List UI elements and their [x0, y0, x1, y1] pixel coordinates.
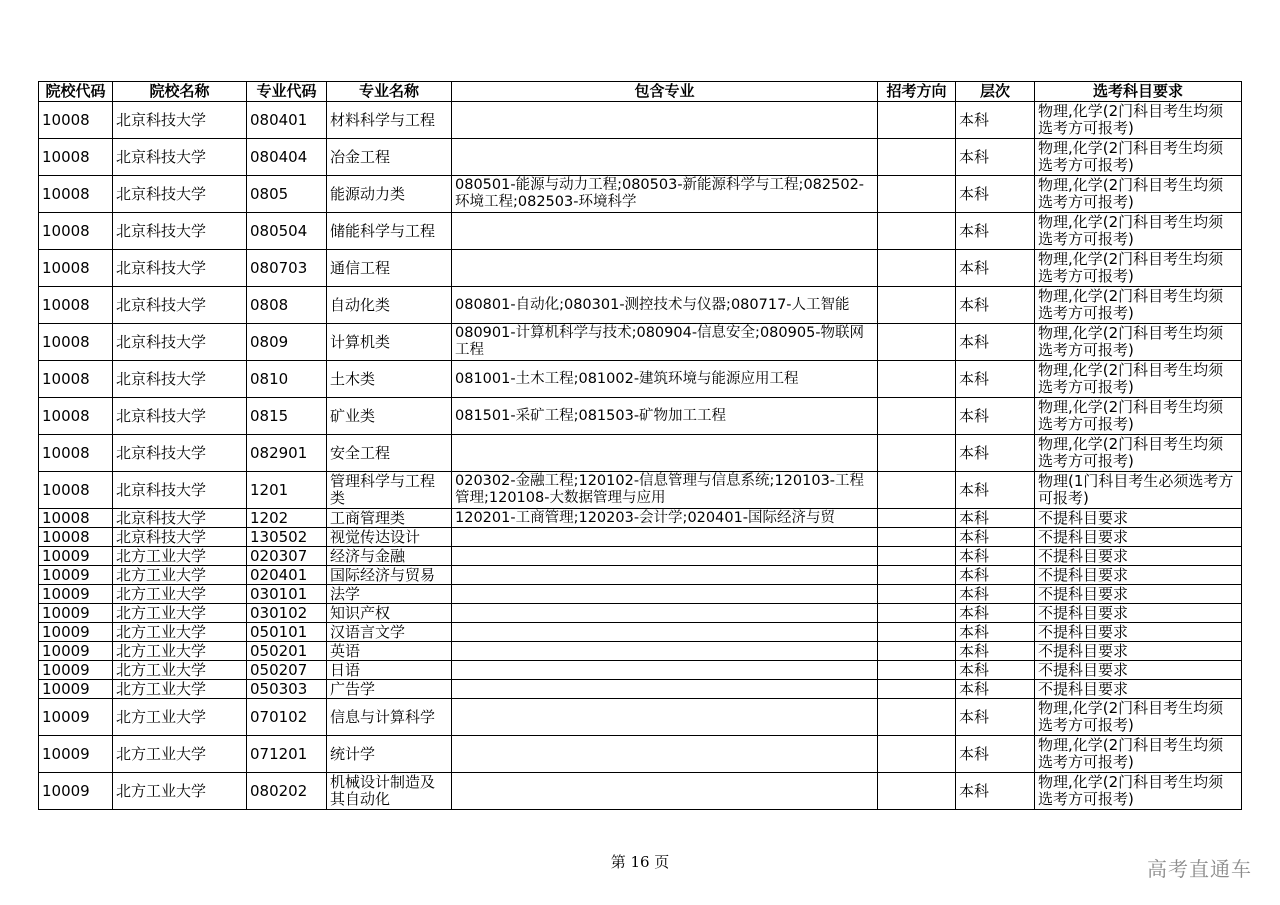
cell-major-name: 机械设计制造及其自动化: [327, 773, 452, 810]
cell-school-code: 10009: [39, 604, 113, 623]
page-number: 第 16 页: [610, 853, 670, 871]
header-school-code: 院校代码: [39, 82, 113, 102]
cell-direction: [878, 661, 956, 680]
cell-major-code: 030101: [247, 585, 327, 604]
cell-school-name: 北京科技大学: [113, 102, 247, 139]
cell-major-name: 工商管理类: [327, 509, 452, 528]
cell-subject-requirement: 物理,化学(2门科目考生均须选考方可报考): [1035, 139, 1242, 176]
cell-included-majors: [452, 547, 878, 566]
cell-school-name: 北京科技大学: [113, 287, 247, 324]
cell-level: 本科: [956, 528, 1035, 547]
cell-included-majors: [452, 250, 878, 287]
cell-direction: [878, 250, 956, 287]
cell-direction: [878, 566, 956, 585]
cell-major-code: 082901: [247, 435, 327, 472]
table-row: [39, 435, 1242, 472]
cell-direction: [878, 585, 956, 604]
cell-major-code: 0805: [247, 176, 327, 213]
cell-subject-requirement: 物理,化学(2门科目考生均须选考方可报考): [1035, 773, 1242, 810]
cell-included-majors: 080801-自动化;080301-测控技术与仪器;080717-人工智能: [452, 287, 878, 324]
cell-school-name: 北京科技大学: [113, 528, 247, 547]
cell-major-name: 自动化类: [327, 287, 452, 324]
cell-major-name: 国际经济与贸易: [327, 566, 452, 585]
cell-included-majors: [452, 773, 878, 810]
header-major-code: 专业代码: [247, 82, 327, 102]
cell-subject-requirement: 物理,化学(2门科目考生均须选考方可报考): [1035, 398, 1242, 435]
cell-major-name: 通信工程: [327, 250, 452, 287]
cell-included-majors: 081001-土木工程;081002-建筑环境与能源应用工程: [452, 361, 878, 398]
table-row: [39, 566, 1242, 585]
cell-school-name: 北京科技大学: [113, 509, 247, 528]
cell-included-majors: [452, 699, 878, 736]
cell-direction: [878, 139, 956, 176]
table-row: [39, 661, 1242, 680]
cell-direction: [878, 528, 956, 547]
cell-major-code: 071201: [247, 736, 327, 773]
cell-school-code: 10009: [39, 623, 113, 642]
cell-major-name: 安全工程: [327, 435, 452, 472]
cell-school-code: 10008: [39, 139, 113, 176]
table-row: [39, 176, 1242, 213]
cell-subject-requirement: 不提科目要求: [1035, 604, 1242, 623]
cell-direction: [878, 176, 956, 213]
cell-major-code: 0810: [247, 361, 327, 398]
cell-school-name: 北方工业大学: [113, 642, 247, 661]
table-row: [39, 472, 1242, 509]
cell-direction: [878, 361, 956, 398]
cell-subject-requirement: 不提科目要求: [1035, 566, 1242, 585]
cell-major-code: 080202: [247, 773, 327, 810]
cell-school-code: 10009: [39, 566, 113, 585]
cell-direction: [878, 604, 956, 623]
cell-major-name: 知识产权: [327, 604, 452, 623]
cell-direction: [878, 509, 956, 528]
cell-school-name: 北方工业大学: [113, 604, 247, 623]
cell-included-majors: 081501-采矿工程;081503-矿物加工工程: [452, 398, 878, 435]
cell-direction: [878, 547, 956, 566]
cell-direction: [878, 680, 956, 699]
cell-school-name: 北京科技大学: [113, 250, 247, 287]
cell-major-code: 130502: [247, 528, 327, 547]
cell-school-code: 10009: [39, 585, 113, 604]
cell-school-name: 北方工业大学: [113, 736, 247, 773]
cell-subject-requirement: 不提科目要求: [1035, 661, 1242, 680]
cell-level: 本科: [956, 398, 1035, 435]
cell-included-majors: [452, 604, 878, 623]
cell-included-majors: 020302-金融工程;120102-信息管理与信息系统;120103-工程管理;120108-大数据管理与应用: [452, 472, 878, 509]
cell-major-code: 080703: [247, 250, 327, 287]
cell-school-code: 10008: [39, 213, 113, 250]
cell-school-code: 10008: [39, 176, 113, 213]
cell-school-code: 10009: [39, 680, 113, 699]
header-direction: 招考方向: [878, 82, 956, 102]
cell-school-code: 10008: [39, 472, 113, 509]
table-row: [39, 604, 1242, 623]
cell-subject-requirement: 不提科目要求: [1035, 680, 1242, 699]
table-row: [39, 287, 1242, 324]
cell-level: 本科: [956, 699, 1035, 736]
cell-school-code: 10009: [39, 736, 113, 773]
cell-major-code: 020307: [247, 547, 327, 566]
cell-direction: [878, 472, 956, 509]
table-row: [39, 324, 1242, 361]
cell-major-name: 汉语言文学: [327, 623, 452, 642]
cell-level: 本科: [956, 287, 1035, 324]
cell-subject-requirement: 不提科目要求: [1035, 585, 1242, 604]
table-row: [39, 680, 1242, 699]
table-header-row: [39, 82, 1242, 102]
cell-major-code: 1202: [247, 509, 327, 528]
cell-included-majors: [452, 736, 878, 773]
cell-major-code: 0808: [247, 287, 327, 324]
cell-school-name: 北方工业大学: [113, 680, 247, 699]
cell-subject-requirement: 不提科目要求: [1035, 642, 1242, 661]
cell-major-code: 050101: [247, 623, 327, 642]
cell-direction: [878, 324, 956, 361]
table-row: [39, 398, 1242, 435]
cell-level: 本科: [956, 435, 1035, 472]
cell-level: 本科: [956, 176, 1035, 213]
cell-direction: [878, 699, 956, 736]
cell-school-name: 北方工业大学: [113, 566, 247, 585]
cell-major-code: 050303: [247, 680, 327, 699]
cell-direction: [878, 773, 956, 810]
cell-included-majors: [452, 661, 878, 680]
cell-included-majors: 080501-能源与动力工程;080503-新能源科学与工程;082502-环境工程;082503-环境科学: [452, 176, 878, 213]
cell-subject-requirement: 不提科目要求: [1035, 547, 1242, 566]
header-included-majors: 包含专业: [452, 82, 878, 102]
cell-major-code: 070102: [247, 699, 327, 736]
cell-level: 本科: [956, 642, 1035, 661]
cell-school-name: 北京科技大学: [113, 139, 247, 176]
header-level: 层次: [956, 82, 1035, 102]
cell-school-code: 10008: [39, 361, 113, 398]
cell-major-code: 0815: [247, 398, 327, 435]
table-row: [39, 139, 1242, 176]
cell-school-name: 北方工业大学: [113, 773, 247, 810]
cell-included-majors: [452, 566, 878, 585]
cell-school-name: 北京科技大学: [113, 176, 247, 213]
cell-included-majors: [452, 213, 878, 250]
cell-included-majors: [452, 623, 878, 642]
cell-subject-requirement: 物理,化学(2门科目考生均须选考方可报考): [1035, 435, 1242, 472]
watermark-text: 高考直通车: [1147, 857, 1252, 881]
cell-level: 本科: [956, 566, 1035, 585]
cell-level: 本科: [956, 585, 1035, 604]
cell-subject-requirement: 物理,化学(2门科目考生均须选考方可报考): [1035, 324, 1242, 361]
cell-school-code: 10008: [39, 398, 113, 435]
cell-level: 本科: [956, 736, 1035, 773]
cell-school-code: 10009: [39, 773, 113, 810]
cell-school-name: 北方工业大学: [113, 547, 247, 566]
cell-major-name: 视觉传达设计: [327, 528, 452, 547]
cell-major-name: 冶金工程: [327, 139, 452, 176]
cell-subject-requirement: 物理,化学(2门科目考生均须选考方可报考): [1035, 176, 1242, 213]
cell-school-name: 北京科技大学: [113, 398, 247, 435]
cell-major-code: 020401: [247, 566, 327, 585]
cell-subject-requirement: 物理,化学(2门科目考生均须选考方可报考): [1035, 287, 1242, 324]
cell-school-code: 10008: [39, 509, 113, 528]
cell-included-majors: [452, 585, 878, 604]
cell-school-code: 10008: [39, 287, 113, 324]
table-row: [39, 585, 1242, 604]
cell-school-code: 10009: [39, 661, 113, 680]
cell-level: 本科: [956, 213, 1035, 250]
cell-major-name: 管理科学与工程类: [327, 472, 452, 509]
cell-included-majors: 080901-计算机科学与技术;080904-信息安全;080905-物联网工程: [452, 324, 878, 361]
cell-level: 本科: [956, 102, 1035, 139]
table-row: [39, 528, 1242, 547]
cell-major-name: 计算机类: [327, 324, 452, 361]
cell-major-name: 广告学: [327, 680, 452, 699]
cell-subject-requirement: 物理,化学(2门科目考生均须选考方可报考): [1035, 250, 1242, 287]
cell-major-name: 日语: [327, 661, 452, 680]
cell-level: 本科: [956, 680, 1035, 699]
cell-level: 本科: [956, 773, 1035, 810]
table-row: [39, 361, 1242, 398]
header-major-name: 专业名称: [327, 82, 452, 102]
table-row: [39, 623, 1242, 642]
cell-included-majors: 120201-工商管理;120203-会计学;020401-国际经济与贸: [452, 509, 878, 528]
cell-school-name: 北京科技大学: [113, 472, 247, 509]
cell-major-code: 050207: [247, 661, 327, 680]
cell-major-code: 1201: [247, 472, 327, 509]
cell-direction: [878, 642, 956, 661]
cell-major-code: 080401: [247, 102, 327, 139]
table-row: [39, 250, 1242, 287]
table-row: [39, 547, 1242, 566]
admission-table: [38, 81, 1242, 810]
table-row: [39, 642, 1242, 661]
table-row: [39, 102, 1242, 139]
cell-level: 本科: [956, 324, 1035, 361]
cell-school-name: 北方工业大学: [113, 699, 247, 736]
cell-subject-requirement: 物理,化学(2门科目考生均须选考方可报考): [1035, 102, 1242, 139]
cell-major-name: 信息与计算科学: [327, 699, 452, 736]
header-school-name: 院校名称: [113, 82, 247, 102]
cell-level: 本科: [956, 604, 1035, 623]
cell-direction: [878, 398, 956, 435]
cell-major-name: 英语: [327, 642, 452, 661]
cell-major-code: 0809: [247, 324, 327, 361]
cell-subject-requirement: 物理,化学(2门科目考生均须选考方可报考): [1035, 699, 1242, 736]
cell-major-name: 能源动力类: [327, 176, 452, 213]
cell-included-majors: [452, 642, 878, 661]
cell-school-name: 北方工业大学: [113, 623, 247, 642]
cell-major-name: 经济与金融: [327, 547, 452, 566]
table-row: [39, 213, 1242, 250]
cell-major-name: 材料科学与工程: [327, 102, 452, 139]
cell-level: 本科: [956, 661, 1035, 680]
cell-level: 本科: [956, 509, 1035, 528]
cell-major-name: 土木类: [327, 361, 452, 398]
cell-major-code: 050201: [247, 642, 327, 661]
cell-subject-requirement: 物理,化学(2门科目考生均须选考方可报考): [1035, 736, 1242, 773]
cell-direction: [878, 102, 956, 139]
cell-level: 本科: [956, 623, 1035, 642]
table-body: [39, 102, 1242, 810]
table-row: [39, 736, 1242, 773]
cell-school-name: 北方工业大学: [113, 661, 247, 680]
cell-direction: [878, 435, 956, 472]
cell-school-name: 北京科技大学: [113, 324, 247, 361]
header-subject-requirement: 选考科目要求: [1035, 82, 1242, 102]
cell-included-majors: [452, 139, 878, 176]
cell-subject-requirement: 不提科目要求: [1035, 509, 1242, 528]
cell-level: 本科: [956, 472, 1035, 509]
cell-major-name: 法学: [327, 585, 452, 604]
cell-included-majors: [452, 435, 878, 472]
cell-subject-requirement: 物理,化学(2门科目考生均须选考方可报考): [1035, 213, 1242, 250]
cell-level: 本科: [956, 139, 1035, 176]
cell-direction: [878, 213, 956, 250]
cell-subject-requirement: 物理(1门科目考生必须选考方可报考): [1035, 472, 1242, 509]
table-row: [39, 509, 1242, 528]
cell-major-name: 矿业类: [327, 398, 452, 435]
cell-school-code: 10008: [39, 435, 113, 472]
cell-level: 本科: [956, 547, 1035, 566]
cell-included-majors: [452, 528, 878, 547]
cell-included-majors: [452, 102, 878, 139]
table-row: [39, 699, 1242, 736]
cell-subject-requirement: 不提科目要求: [1035, 623, 1242, 642]
cell-major-code: 030102: [247, 604, 327, 623]
cell-major-name: 统计学: [327, 736, 452, 773]
cell-major-code: 080404: [247, 139, 327, 176]
cell-school-code: 10009: [39, 699, 113, 736]
cell-school-code: 10008: [39, 528, 113, 547]
cell-major-code: 080504: [247, 213, 327, 250]
cell-school-name: 北京科技大学: [113, 213, 247, 250]
cell-direction: [878, 287, 956, 324]
cell-school-code: 10009: [39, 642, 113, 661]
cell-subject-requirement: 不提科目要求: [1035, 528, 1242, 547]
cell-school-name: 北京科技大学: [113, 435, 247, 472]
table-row: [39, 773, 1242, 810]
cell-major-name: 储能科学与工程: [327, 213, 452, 250]
cell-direction: [878, 736, 956, 773]
cell-subject-requirement: 物理,化学(2门科目考生均须选考方可报考): [1035, 361, 1242, 398]
cell-school-code: 10008: [39, 102, 113, 139]
cell-included-majors: [452, 680, 878, 699]
cell-level: 本科: [956, 361, 1035, 398]
cell-school-code: 10009: [39, 547, 113, 566]
cell-school-name: 北京科技大学: [113, 361, 247, 398]
cell-level: 本科: [956, 250, 1035, 287]
cell-direction: [878, 623, 956, 642]
cell-school-name: 北方工业大学: [113, 585, 247, 604]
cell-school-code: 10008: [39, 250, 113, 287]
cell-school-code: 10008: [39, 324, 113, 361]
